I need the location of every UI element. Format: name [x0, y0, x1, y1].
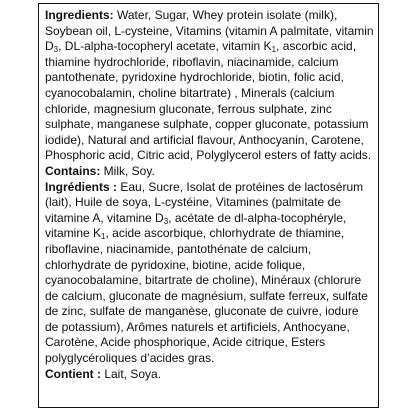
english-ingredients	[45, 8, 374, 164]
english-contains-text: Milk, Soy.	[100, 163, 155, 178]
french-ingredients-subscript-1: 3	[163, 216, 169, 226]
french-contains	[45, 367, 374, 383]
french-ingredients-text-2: , acétate de dl-alpha-tocophéryle, vitamine K	[45, 210, 347, 241]
ingredients-label-box	[38, 3, 379, 408]
french-ingredients-text-1: Eau, Sucre, Isolat de protéines de lactosérum (lait), Huile de soya, L-cystéine, Vitamines (palmitate de vitamine A, vitamine D	[45, 179, 364, 225]
english-contains-heading: Contains:	[45, 163, 101, 178]
french-ingredients	[45, 180, 374, 367]
english-ingredients-subscript-1: 3	[53, 45, 59, 55]
english-ingredients-heading: Ingredients:	[45, 8, 114, 22]
english-ingredients-text-1: Water, Sugar, Whey protein isolate (milk), Soybean oil, L-cysteine, Vitamins (vitamin A palmitate, vitamin D	[45, 8, 374, 54]
english-ingredients-text-2: , DL-alpha-tocopheryl acetate, vitamin K	[58, 39, 272, 54]
french-ingredients-text-3: , acide ascorbique, chlorhydrate de thiamine, riboflavine, niacinamide, pantothénate de calcium, chlorhydrate de pyridoxine, biotine, acide folique, cyanocobalamine, bitartrate de choline), Minéraux (chlorure de calcium, gluconate de magnésium, sulfate ferreux, sulfate de zinc, sulfate de manganèse, gluconate de cuivre, iodure de potassium), Arômes naturels et artificiels, Anthocyane, Carotène, Acide phosphorique, Acide citrique, Esters polyglycéroliques d’acides gras.	[45, 226, 368, 366]
english-contains	[45, 164, 374, 180]
french-contains-text: Lait, Soya.	[101, 366, 162, 381]
french-ingredients-heading: Ingrédients :	[45, 179, 118, 194]
french-contains-heading: Contient :	[45, 366, 101, 381]
french-ingredients-subscript-2: 1	[101, 232, 106, 242]
english-ingredients-text-3: , ascorbic acid, thiamine hydrochloride, riboflavin, niacinamide, calcium pantothenate, pyridoxine hydrochloride, biotin, folic acid, cyanocobalamin, choline bitartrate) , Minerals (calcium chloride, magnesium gluconate, ferrous sulphate, zinc sulphate, manganese sulphate, copper gluconate, potassium iodide), Natural and artificial flavour, Anthocyanin, Carotene, Phosphoric acid, Citric acid, Polyglycerol esters of fatty acids.	[45, 39, 372, 163]
english-ingredients-subscript-2: 1	[271, 45, 277, 55]
